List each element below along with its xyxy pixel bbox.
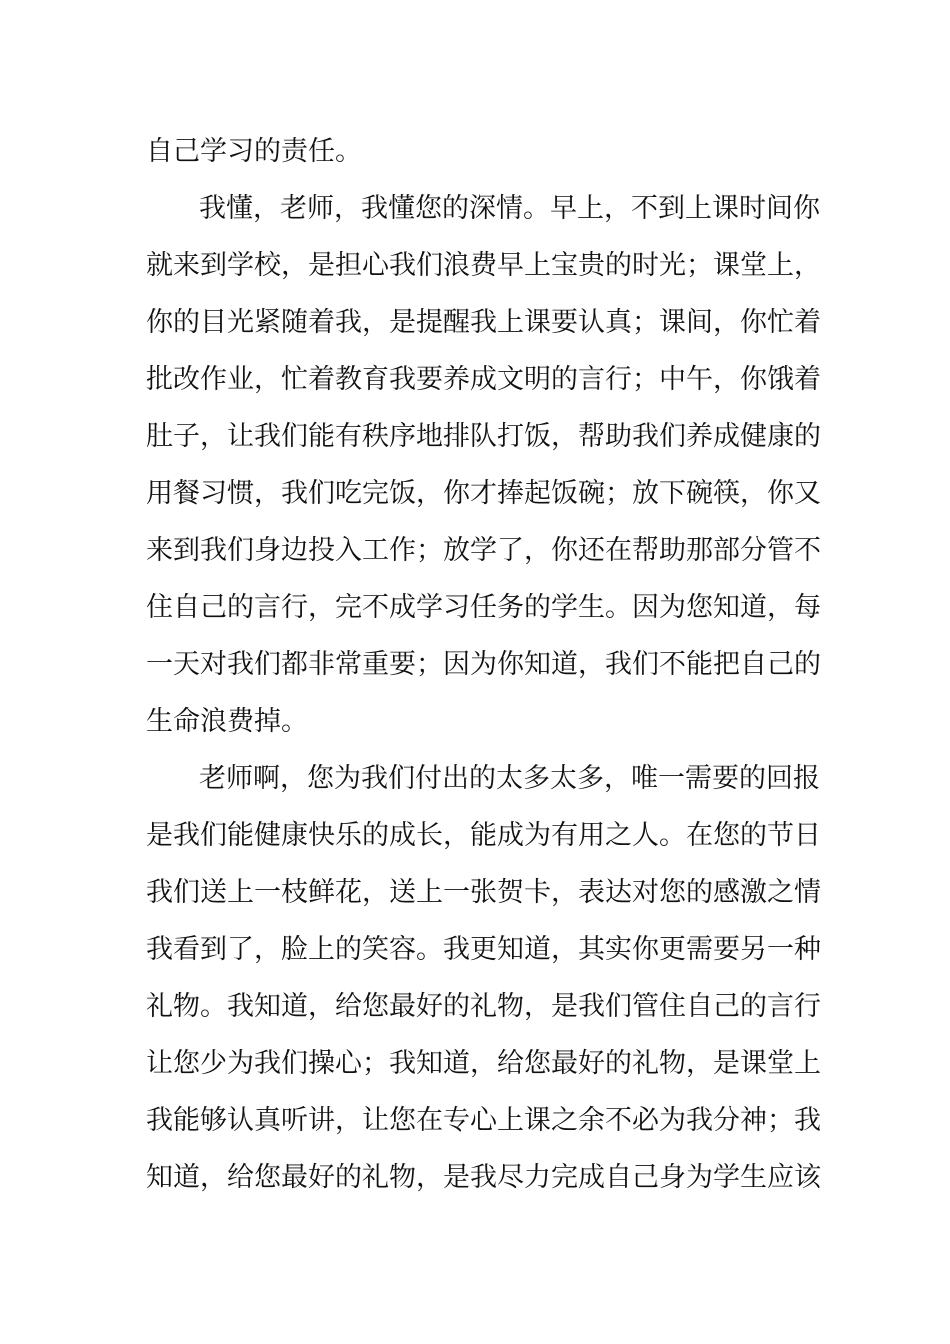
- text-line: 生命浪费掉。: [146, 706, 308, 737]
- text-line: 肚子，让我们能有秩序地排队打饭，帮助我们养成健康的: [146, 421, 821, 452]
- text-line: 用餐习惯，我们吃完饭，你才捧起饭碗；放下碗筷，你又: [146, 478, 821, 509]
- text-line: 礼物。我知道，给您最好的礼物，是我们管住自己的言行: [146, 991, 821, 1022]
- text-line: 我能够认真听讲，让您在专心上课之余不必为我分神；我: [146, 1105, 821, 1136]
- text-line: 让您少为我们操心；我知道，给您最好的礼物，是课堂上: [146, 1048, 821, 1079]
- text-line: 我看到了，脸上的笑容。我更知道，其实你更需要另一种: [146, 934, 821, 965]
- text-line: 你的目光紧随着我，是提醒我上课要认真；课间，你忙着: [146, 307, 821, 338]
- text-line: 自己学习的责任。: [146, 136, 362, 167]
- text-line: 知道，给您最好的礼物，是我尽力完成自己身为学生应该: [146, 1162, 821, 1193]
- text-line: 住自己的言行，完不成学习任务的学生。因为您知道，每: [146, 592, 821, 623]
- paragraph-first-line: 我懂，老师，我懂您的深情。早上，不到上课时间你: [199, 193, 820, 224]
- text-line: 批改作业，忙着教育我要养成文明的言行；中午，你饿着: [146, 364, 821, 395]
- paragraph-first-line: 老师啊，您为我们付出的太多太多，唯一需要的回报: [199, 763, 820, 794]
- text-line: 一天对我们都非常重要；因为你知道，我们不能把自己的: [146, 649, 821, 680]
- text-line: 来到我们身边投入工作；放学了，你还在帮助那部分管不: [146, 535, 821, 566]
- text-line: 我们送上一枝鲜花，送上一张贺卡，表达对您的感激之情: [146, 877, 821, 908]
- text-line: 就来到学校，是担心我们浪费早上宝贵的时光；课堂上，: [146, 250, 821, 281]
- text-line: 是我们能健康快乐的成长，能成为有用之人。在您的节日: [146, 820, 821, 851]
